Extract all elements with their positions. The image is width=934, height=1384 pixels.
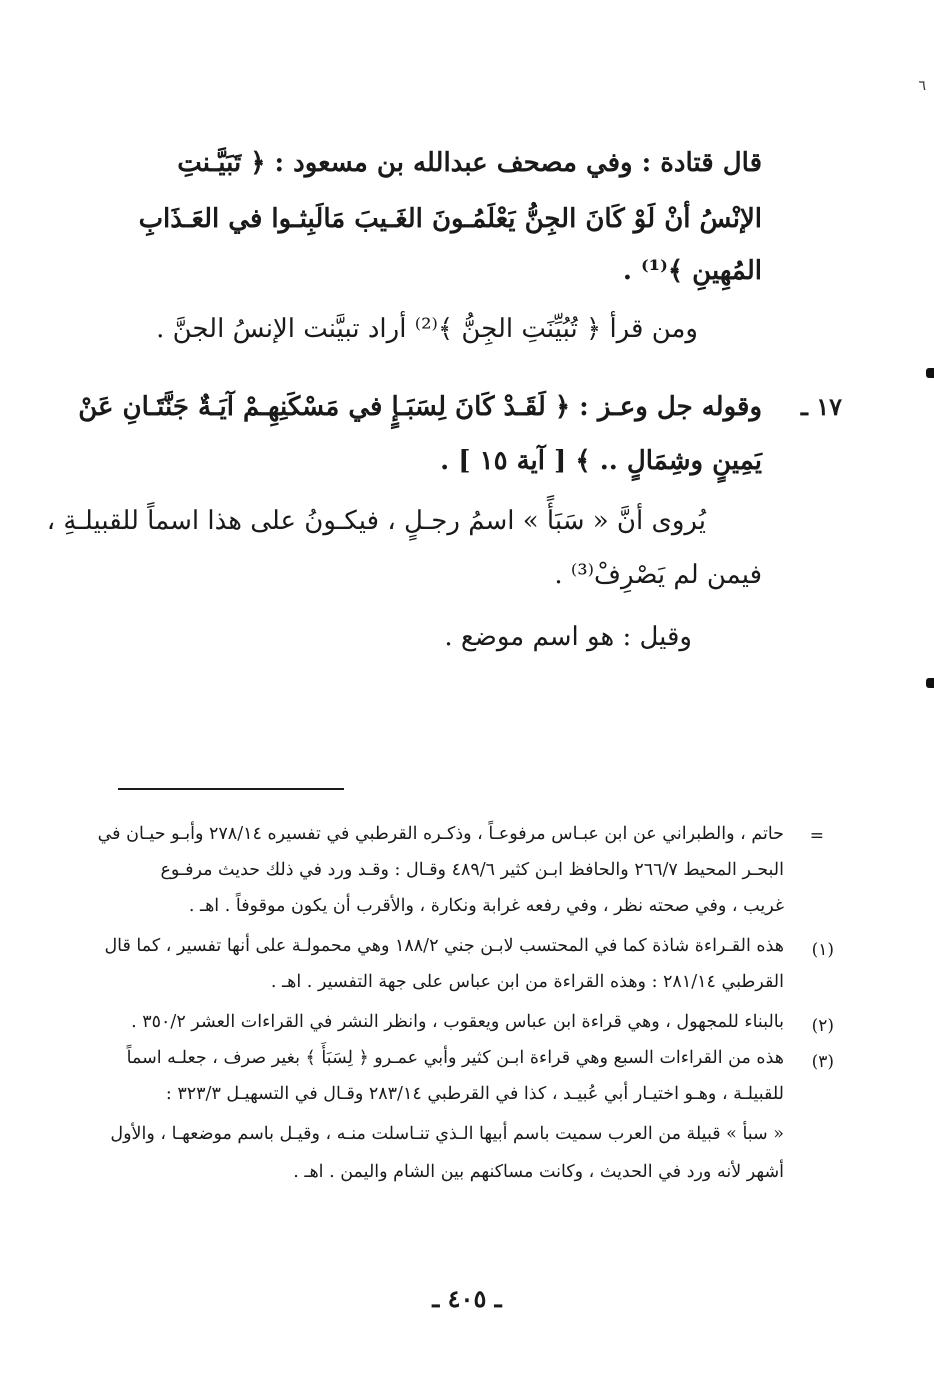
edge-tab-mark <box>926 678 934 688</box>
footnote-3-line: للقبيلـة ، وهـو اختيـار أبي عُبيـد ، كذا في القرطبي ٢٨٣/١٤ وقـال في التسهيـل ٣٢٣/٣ : <box>165 1084 784 1104</box>
footnote-1-line: القرطبي ٢٨١/١٤ : وهذه القراءة من ابن عباس على جهة التفسير . اهـ . <box>270 972 784 992</box>
footnote-marker-3: (٣) <box>811 1052 834 1072</box>
footnote-continuation-mark: = <box>809 826 824 846</box>
footnote-continuation-line: حاتم ، والطبراني عن ابن عبـاس مرفوعـاً ، وذكـره القرطبي في تفسيره ٢٧٨/١٤ وأبـو حيـان في <box>97 824 784 844</box>
footnote-1-line: هذه القـراءة شاذة كما في المحتسب لابـن جني ١٨٨/٢ وهي محمولـة على أنها تفسير ، كما قال <box>104 936 784 956</box>
verse-number: ١٧ ـ <box>800 392 842 421</box>
body-line-5: وقوله جل وعـز : ﴿ لَقَـدْ كَانَ لِسَبَـإٍ في مَسْكَنِهِـمْ آيَـةٌ جَنَّتَـانِ عَنْ <box>78 392 762 422</box>
body-line-3: المُهِينِ ﴾⁽¹⁾ . <box>622 256 762 286</box>
footnote-3-line: أشهر لأنه ورد في الحديث ، وكانت مساكنهم بين الشام واليمن . اهـ . <box>293 1162 784 1182</box>
body-line-1: قال قتادة : وفي مصحف عبدالله بن مسعود : ﴿ تَبَيَّـنتِ <box>177 148 762 178</box>
footnote-separator <box>118 788 344 790</box>
footnote-marker-1: (١) <box>811 940 834 960</box>
footnote-2-line: بالبناء للمجهول ، وهي قراءة ابن عباس ويعقوب ، وانظر النشر في القراءات العشر ٣٥٠/٢ . <box>131 1012 784 1032</box>
body-line-4: ومن قرأ ﴿ تُبُيِّنَتِ الجِنُّ ﴾⁽²⁾ أراد تبيَّنت الإنسُ الجنَّ . <box>156 314 698 344</box>
page-number: ـ ٤٠٥ ـ <box>432 1284 502 1313</box>
footnote-marker-2: (٢) <box>811 1016 834 1036</box>
footnote-3-line: هذه من القراءات السبع وهي قراءة ابـن كثير وأبي عمـرو ﴿ لِسَبَأَ ﴾ بغير صرف ، جعلـه اسماً <box>126 1048 784 1068</box>
body-line-6: يَمِينٍ وشِمَالٍ .. ﴾ [ آية ١٥ ] . <box>440 446 762 476</box>
footnote-continuation-line: غريب ، وفي صحته نظر ، وفي رفعه غرابة ونكارة ، والأقرب أن يكون موقوفاً . اهـ . <box>188 896 784 916</box>
body-line-8: فيمن لم يَصْرِفْ⁽³⁾ . <box>554 560 762 590</box>
footnote-continuation-line: البحـر المحيط ٢٦٦/٧ والحافظ ابـن كثير ٤٨٩/٦ وقـال : وقـد ورد في ذلك حديث مرفـوع <box>160 860 784 880</box>
body-line-2: الإنْسُ أنْ لَوْ كَانَ الجِنُّ يَعْلَمُـونَ الغَـيبَ مَالَبِثـوا في العَـذَابِ <box>138 204 762 234</box>
edge-tab-mark <box>926 368 934 378</box>
body-line-9: وقيل : هو اسم موضع . <box>444 622 692 652</box>
footnote-3-line: « سبأ » قبيلة من العرب سميت باسم أبيها الـذي تنـاسلت منـه ، وقيـل باسم موضعهـا ، والأول <box>110 1124 784 1144</box>
corner-mark: ٦ <box>918 78 926 94</box>
body-line-7: يُروى أنَّ « سَبَأً » اسمُ رجـلٍ ، فيكـونُ على هذا اسماً للقبيلـةِ ، <box>46 506 706 536</box>
